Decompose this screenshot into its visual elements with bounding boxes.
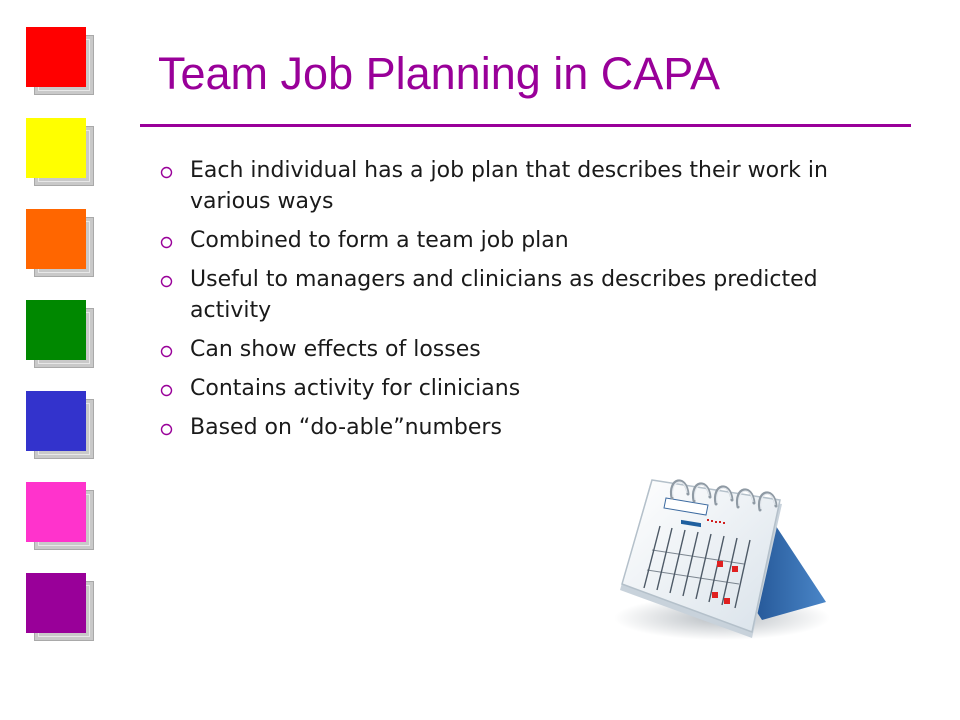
color-square-yellow <box>26 118 98 190</box>
square-fill <box>26 27 86 87</box>
bullet-item <box>158 412 858 443</box>
color-square-green <box>26 300 98 372</box>
square-fill <box>26 391 86 451</box>
color-square-red <box>26 27 98 99</box>
color-square-blue <box>26 391 98 463</box>
bullet-text: Based on “do-able”numbers <box>190 415 502 440</box>
bullet-text: Useful to managers and clinicians as describes predicted activity <box>190 267 818 323</box>
circle-bullet-icon <box>160 384 173 397</box>
color-square-purple <box>26 573 98 645</box>
bullet-text: Each individual has a job plan that describes their work in various ways <box>190 158 828 214</box>
circle-bullet-icon <box>160 236 173 249</box>
bullet-item <box>158 334 858 365</box>
circle-bullet-icon <box>160 423 173 436</box>
color-square-orange <box>26 209 98 281</box>
bullet-text: Combined to form a team job plan <box>190 228 569 253</box>
circle-bullet-icon <box>160 166 173 179</box>
square-fill <box>26 300 86 360</box>
bullet-item <box>158 155 858 217</box>
bullet-text: Can show effects of losses <box>190 337 481 362</box>
bullet-list <box>158 155 858 451</box>
bullet-text: Contains activity for clinicians <box>190 376 521 401</box>
desk-calendar-icon <box>612 468 838 646</box>
slide-title: Team Job Planning in CAPA <box>158 48 720 99</box>
bullet-item <box>158 225 858 256</box>
bullet-item <box>158 373 858 404</box>
square-fill <box>26 573 86 633</box>
circle-bullet-icon <box>160 345 173 358</box>
square-fill <box>26 209 86 269</box>
square-fill <box>26 482 86 542</box>
bullet-item <box>158 264 858 326</box>
circle-bullet-icon <box>160 275 173 288</box>
color-square-pink <box>26 482 98 554</box>
title-underline <box>140 124 911 127</box>
square-fill <box>26 118 86 178</box>
